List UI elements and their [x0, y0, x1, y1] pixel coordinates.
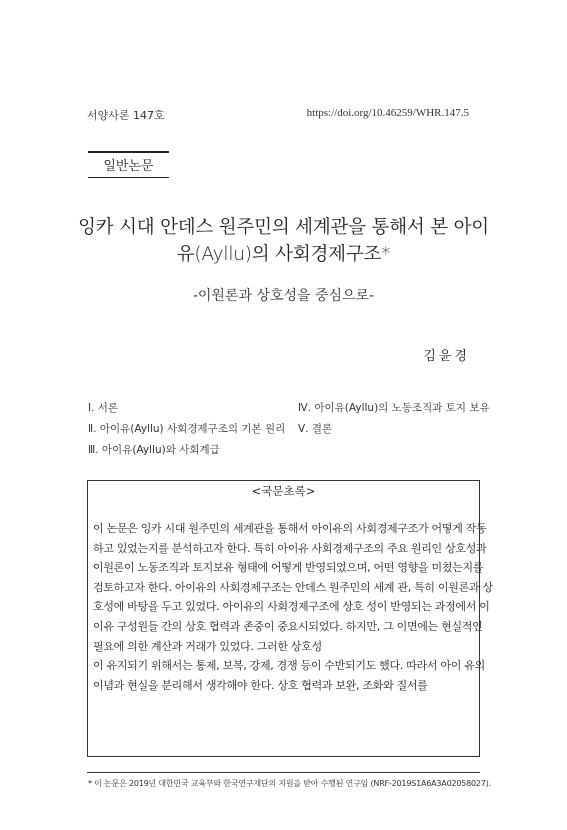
toc-item: Ⅰ. 서론 [88, 402, 119, 414]
abstract-heading: <국문초록> [251, 484, 316, 498]
author-name: 김윤경 [423, 349, 470, 364]
abstract-line: 이 논문은 잉카 시대 원주민의 세계관을 통해서 아이유의 사회경제구조가 어떻게 작동 [93, 522, 487, 535]
abstract-line: 호성에 바탕을 두고 있었다. 아이유의 사회경제구조에 상호 성이 반영되는 과정에서 이 [93, 600, 490, 614]
abstract-line: 이유 구성원들 간의 상호 협력과 존중이 중요시되었다. 하지만, 그 이면에는 현실적인 [93, 619, 483, 633]
article-title [60, 214, 507, 268]
abstract-line: 하고 있었는지를 분석하고자 한다. 특히 아이유 사회경제구조의 주요 원리인 상호성과 [93, 541, 487, 555]
abstract-line: 필요에 의한 계산과 거래가 있었다. 그러한 상호성 [93, 639, 322, 653]
title-line-2: 유(Ayllu)의 사회경제구조* [176, 244, 391, 265]
toc-item: Ⅴ. 결론 [298, 423, 333, 435]
doi-link[interactable]: https://doi.org/10.46259/WHR.147.5 [306, 107, 469, 119]
journal-name: 서양사론 147호 [87, 109, 165, 122]
abstract-line: 이원론이 노동조직과 토지보유 형태에 어떻게 반영되었으며, 어떤 영향을 미쳤는지를 [93, 561, 484, 575]
abstract-line: 이념과 현실을 분리해서 생각해야 한다. 상호 협력과 보완, 조화와 질서를 [93, 678, 428, 692]
abstract-line: 검토하고자 한다. 아이유의 사회경제구조는 안데스 원주민의 세계 관, 특히 이원론과 상 [93, 580, 493, 594]
title-line-1: 잉카 시대 안데스 원주민의 세계관을 통해서 본 아이 [78, 217, 489, 238]
toc-item: Ⅱ. 아이유(Ayllu) 사회경제구조의 기본 원리 [88, 423, 286, 435]
toc-column-1 [88, 398, 285, 461]
footnote: * 이 논문은 2019년 대한민국 교육부와 한국연구재단의 지원을 받아 수행된 연구임 (NRF-2019S1A6A3A02058027). [88, 779, 491, 788]
abstract-line: 이 유지되기 위해서는 통제, 보복, 강제, 경쟁 등이 수반되기도 했다. 따라서 아이 유의 [93, 659, 485, 673]
toc-column-2 [298, 398, 490, 440]
toc-item: Ⅲ. 아이유(Ayllu)와 사회계급 [88, 444, 220, 456]
footnote-rule [87, 772, 480, 773]
abstract-body [93, 519, 493, 695]
article-subtitle: -이원론과 상호성을 중심으로- [192, 288, 375, 304]
toc-item: Ⅳ. 아이유(Ayllu)의 노동조직과 토지 보유 [298, 402, 490, 414]
section-label: 일반논문 [88, 153, 169, 178]
